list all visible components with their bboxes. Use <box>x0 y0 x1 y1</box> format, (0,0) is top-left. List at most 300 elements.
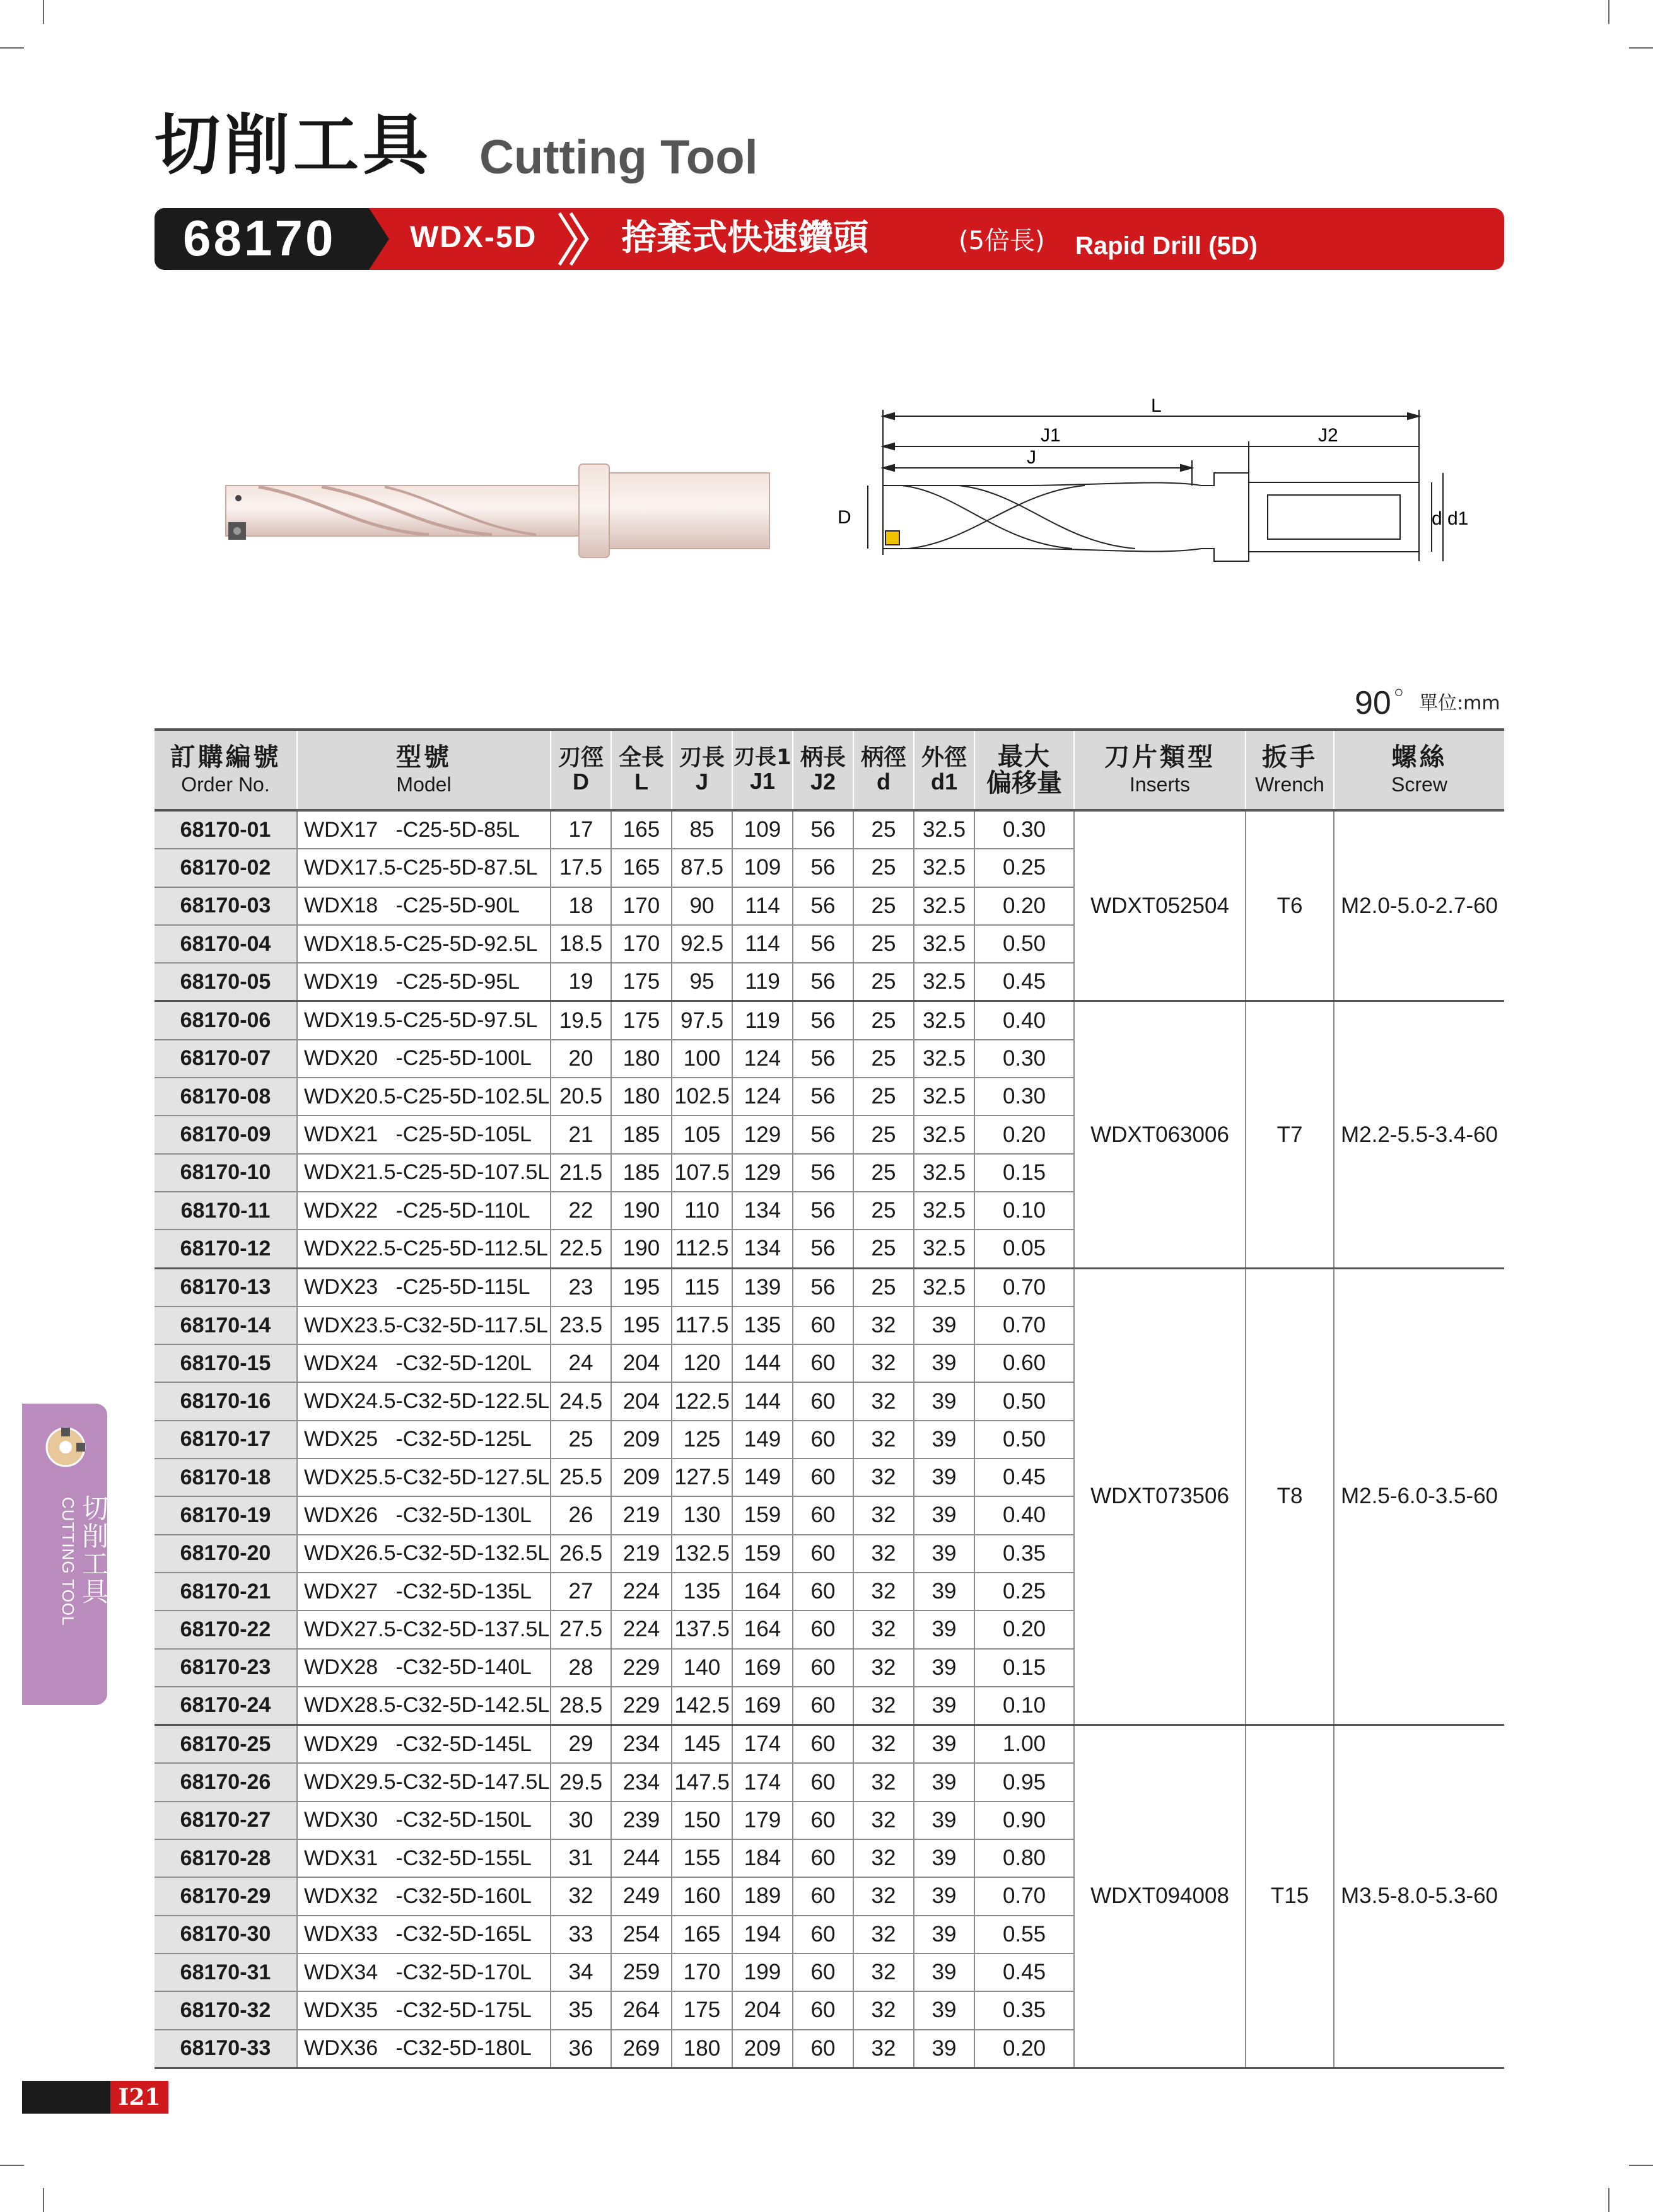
model-cell: WDX23.5-C32-5D-117.5L <box>297 1307 551 1344</box>
col-header-J1: 刃長1 J1 <box>732 730 793 810</box>
model-cell: WDX29 -C32-5D-145L <box>297 1725 551 1764</box>
spec-cell: 32 <box>853 1344 914 1382</box>
spec-cell: 39 <box>914 1382 974 1420</box>
spec-cell: 195 <box>611 1268 672 1307</box>
spec-cell: 97.5 <box>672 1001 732 1040</box>
col-header-L: 全長 L <box>611 730 672 810</box>
order-no-cell: 68170-23 <box>155 1649 297 1687</box>
spec-cell: 29.5 <box>551 1763 611 1801</box>
spec-cell: 32.5 <box>914 1230 974 1268</box>
drill-photo <box>221 454 776 568</box>
spec-cell: 18.5 <box>551 925 611 963</box>
spec-cell: 92.5 <box>672 925 732 963</box>
spec-cell: 24.5 <box>551 1382 611 1420</box>
col-header-order: 訂購編號 Order No. <box>155 730 297 810</box>
point-angle: 90 <box>1355 685 1391 721</box>
spec-cell: 180 <box>611 1078 672 1115</box>
spec-cell: 239 <box>611 1802 672 1839</box>
spec-cell: 32 <box>853 1991 914 2029</box>
spec-cell: 32 <box>853 1687 914 1725</box>
spec-cell: 0.15 <box>974 1154 1074 1192</box>
spec-cell: 249 <box>611 1877 672 1915</box>
spec-cell: 39 <box>914 1802 974 1839</box>
spec-cell: 0.50 <box>974 1421 1074 1458</box>
spec-cell: 25 <box>853 1154 914 1192</box>
spec-cell: 115 <box>672 1268 732 1307</box>
spec-cell: 0.50 <box>974 1382 1074 1420</box>
spec-cell: 56 <box>793 849 853 887</box>
model-cell: WDX26 -C32-5D-130L <box>297 1496 551 1534</box>
spec-cell: 224 <box>611 1573 672 1610</box>
spec-cell: 60 <box>793 1344 853 1382</box>
spec-cell: 174 <box>732 1763 793 1801</box>
spec-cell: 124 <box>732 1078 793 1115</box>
model-cell: WDX19.5-C25-5D-97.5L <box>297 1001 551 1040</box>
spec-cell: 0.15 <box>974 1649 1074 1687</box>
spec-cell: 32.5 <box>914 1040 974 1078</box>
spec-cell: 25 <box>551 1421 611 1458</box>
screw-cell: M2.2-5.5-3.4-60 <box>1334 1001 1504 1268</box>
spec-cell: 32.5 <box>914 1154 974 1192</box>
spec-cell: 39 <box>914 1573 974 1610</box>
dim-label-D: D <box>838 507 851 528</box>
spec-cell: 56 <box>793 1115 853 1153</box>
spec-cell: 0.20 <box>974 2030 1074 2068</box>
spec-cell: 0.25 <box>974 849 1074 887</box>
spec-cell: 21.5 <box>551 1154 611 1192</box>
spec-cell: 107.5 <box>672 1154 732 1192</box>
order-no-cell: 68170-22 <box>155 1610 297 1648</box>
order-no-cell: 68170-13 <box>155 1268 297 1307</box>
spec-cell: 32.5 <box>914 963 974 1001</box>
spec-cell: 114 <box>732 925 793 963</box>
spec-cell: 56 <box>793 1001 853 1040</box>
spec-cell: 60 <box>793 1839 853 1877</box>
spec-cell: 190 <box>611 1192 672 1230</box>
model-cell: WDX18.5-C25-5D-92.5L <box>297 925 551 963</box>
model-cell: WDX27 -C32-5D-135L <box>297 1573 551 1610</box>
spec-cell: 56 <box>793 925 853 963</box>
model-cell: WDX22.5-C25-5D-112.5L <box>297 1230 551 1268</box>
spec-cell: 32 <box>853 1496 914 1534</box>
order-no-cell: 68170-06 <box>155 1001 297 1040</box>
spec-cell: 170 <box>611 925 672 963</box>
spec-cell: 28.5 <box>551 1687 611 1725</box>
spec-cell: 0.70 <box>974 1877 1074 1915</box>
spec-cell: 56 <box>793 1230 853 1268</box>
col-header-max-offset: 最大 偏移量 <box>974 730 1074 810</box>
spec-cell: 130 <box>672 1496 732 1534</box>
model-cell: WDX28.5-C32-5D-142.5L <box>297 1687 551 1725</box>
spec-cell: 134 <box>732 1230 793 1268</box>
insert-cell: WDXT094008 <box>1074 1725 1246 2068</box>
spec-cell: 60 <box>793 1763 853 1801</box>
spec-cell: 60 <box>793 1687 853 1725</box>
spec-cell: 34 <box>551 1953 611 1991</box>
spec-cell: 25 <box>853 1268 914 1307</box>
cutter-icon <box>42 1424 89 1470</box>
spec-cell: 31 <box>551 1839 611 1877</box>
order-no-cell: 68170-17 <box>155 1421 297 1458</box>
order-no-cell: 68170-16 <box>155 1382 297 1420</box>
spec-cell: 60 <box>793 1649 853 1687</box>
spec-cell: 189 <box>732 1877 793 1915</box>
spec-cell: 195 <box>611 1307 672 1344</box>
spec-cell: 105 <box>672 1115 732 1153</box>
model-cell: WDX34 -C32-5D-170L <box>297 1953 551 1991</box>
spec-cell: 254 <box>611 1916 672 1953</box>
spec-cell: 144 <box>732 1382 793 1420</box>
order-no-cell: 68170-32 <box>155 1991 297 2029</box>
model-cell: WDX20.5-C25-5D-102.5L <box>297 1078 551 1115</box>
spec-cell: 0.10 <box>974 1192 1074 1230</box>
dim-label-J1: J1 <box>1041 425 1061 446</box>
product-name-zh-note: (5倍長) <box>959 226 1045 255</box>
spec-cell: 264 <box>611 1991 672 2029</box>
spec-cell: 23.5 <box>551 1307 611 1344</box>
spec-cell: 32 <box>853 1458 914 1496</box>
spec-cell: 137.5 <box>672 1610 732 1648</box>
spec-cell: 32 <box>853 1649 914 1687</box>
spec-cell: 110 <box>672 1192 732 1230</box>
spec-cell: 60 <box>793 1421 853 1458</box>
spec-cell: 39 <box>914 1953 974 1991</box>
spec-cell: 32.5 <box>914 1192 974 1230</box>
model-cell: WDX28 -C32-5D-140L <box>297 1649 551 1687</box>
spec-cell: 112.5 <box>672 1230 732 1268</box>
page-number: I21 <box>118 2084 161 2110</box>
spec-cell: 0.40 <box>974 1001 1074 1040</box>
spec-cell: 175 <box>611 963 672 1001</box>
spec-cell: 33 <box>551 1916 611 1953</box>
col-header-D: 刃徑 D <box>551 730 611 810</box>
screw-cell: M3.5-8.0-5.3-60 <box>1334 1725 1504 2068</box>
table-row <box>155 1725 1504 1764</box>
spec-cell: 32 <box>853 1916 914 1953</box>
spec-cell: 25 <box>853 1040 914 1078</box>
order-no-cell: 68170-10 <box>155 1154 297 1192</box>
spec-cell: 27.5 <box>551 1610 611 1648</box>
col-header-wrench: 扳手 Wrench <box>1246 730 1334 810</box>
spec-cell: 25 <box>853 963 914 1001</box>
order-no-cell: 68170-05 <box>155 963 297 1001</box>
model-cell: WDX19 -C25-5D-95L <box>297 963 551 1001</box>
spec-cell: 24 <box>551 1344 611 1382</box>
wrench-cell: T6 <box>1246 810 1334 1001</box>
spec-cell: 142.5 <box>672 1687 732 1725</box>
spec-cell: 39 <box>914 1916 974 1953</box>
order-no-cell: 68170-08 <box>155 1078 297 1115</box>
spec-cell: 25 <box>853 925 914 963</box>
spec-cell: 0.30 <box>974 1078 1074 1115</box>
product-name-zh: 捨棄式快速鑽頭 <box>621 218 868 259</box>
spec-cell: 209 <box>611 1458 672 1496</box>
spec-cell: 129 <box>732 1115 793 1153</box>
spec-cell: 0.35 <box>974 1991 1074 2029</box>
degree-mark: ○ <box>1394 682 1404 701</box>
spec-cell: 219 <box>611 1535 672 1573</box>
spec-cell: 165 <box>611 849 672 887</box>
spec-cell: 29 <box>551 1725 611 1764</box>
spec-cell: 119 <box>732 963 793 1001</box>
spec-cell: 32.5 <box>914 849 974 887</box>
spec-cell: 0.95 <box>974 1763 1074 1801</box>
spec-cell: 17 <box>551 810 611 849</box>
dim-label-d: d <box>1432 508 1442 529</box>
spec-cell: 21 <box>551 1115 611 1153</box>
spec-cell: 25 <box>853 1001 914 1040</box>
spec-cell: 184 <box>732 1839 793 1877</box>
spec-cell: 159 <box>732 1496 793 1534</box>
spec-cell: 135 <box>672 1573 732 1610</box>
spec-cell: 100 <box>672 1040 732 1078</box>
spec-cell: 150 <box>672 1802 732 1839</box>
spec-cell: 56 <box>793 1192 853 1230</box>
spec-cell: 39 <box>914 1687 974 1725</box>
spec-cell: 204 <box>611 1382 672 1420</box>
spec-cell: 32.5 <box>914 1078 974 1115</box>
spec-cell: 32.5 <box>914 1115 974 1153</box>
spec-cell: 179 <box>732 1802 793 1839</box>
spec-cell: 39 <box>914 1610 974 1648</box>
spec-cell: 22 <box>551 1192 611 1230</box>
order-no-cell: 68170-18 <box>155 1458 297 1496</box>
spec-cell: 229 <box>611 1687 672 1725</box>
model-cell: WDX18 -C25-5D-90L <box>297 887 551 925</box>
spec-cell: 30 <box>551 1802 611 1839</box>
product-model: WDX-5D <box>410 221 537 254</box>
spec-cell: 0.20 <box>974 1610 1074 1648</box>
dim-label-J: J <box>1027 447 1036 468</box>
spec-cell: 32.5 <box>914 925 974 963</box>
spec-cell: 0.25 <box>974 1573 1074 1610</box>
screw-cell: M2.0-5.0-2.7-60 <box>1334 810 1504 1001</box>
spec-cell: 20.5 <box>551 1078 611 1115</box>
spec-cell: 39 <box>914 2030 974 2068</box>
spec-cell: 120 <box>672 1344 732 1382</box>
spec-cell: 56 <box>793 1268 853 1307</box>
wrench-cell: T7 <box>1246 1001 1334 1268</box>
order-no-cell: 68170-09 <box>155 1115 297 1153</box>
spec-cell: 39 <box>914 1535 974 1573</box>
spec-cell: 0.70 <box>974 1307 1074 1344</box>
spec-cell: 39 <box>914 1496 974 1534</box>
spec-cell: 39 <box>914 1991 974 2029</box>
spec-cell: 60 <box>793 1573 853 1610</box>
spec-cell: 175 <box>611 1001 672 1040</box>
spec-cell: 117.5 <box>672 1307 732 1344</box>
spec-cell: 0.10 <box>974 1687 1074 1725</box>
order-no-cell: 68170-26 <box>155 1763 297 1801</box>
spec-cell: 127.5 <box>672 1458 732 1496</box>
spec-cell: 0.60 <box>974 1344 1074 1382</box>
spec-cell: 32 <box>853 1573 914 1610</box>
spec-cell: 165 <box>611 810 672 849</box>
spec-cell: 0.45 <box>974 963 1074 1001</box>
spec-cell: 134 <box>732 1192 793 1230</box>
spec-cell: 164 <box>732 1610 793 1648</box>
order-no-cell: 68170-28 <box>155 1839 297 1877</box>
spec-cell: 0.70 <box>974 1268 1074 1307</box>
order-no-cell: 68170-33 <box>155 2030 297 2068</box>
spec-cell: 229 <box>611 1649 672 1687</box>
spec-cell: 32.5 <box>914 810 974 849</box>
spec-cell: 32 <box>853 2030 914 2068</box>
spec-cell: 17.5 <box>551 849 611 887</box>
spec-cell: 26.5 <box>551 1535 611 1573</box>
spec-cell: 39 <box>914 1307 974 1344</box>
spec-cell: 0.30 <box>974 1040 1074 1078</box>
spec-cell: 18 <box>551 887 611 925</box>
model-cell: WDX29.5-C32-5D-147.5L <box>297 1763 551 1801</box>
table-row <box>155 810 1504 849</box>
spec-cell: 185 <box>611 1115 672 1153</box>
spec-cell: 139 <box>732 1268 793 1307</box>
spec-cell: 85 <box>672 810 732 849</box>
spec-cell: 36 <box>551 2030 611 2068</box>
spec-cell: 32.5 <box>914 887 974 925</box>
dim-label-L: L <box>1151 395 1162 416</box>
spec-cell: 25 <box>853 810 914 849</box>
insert-cell: WDXT052504 <box>1074 810 1246 1001</box>
spec-cell: 175 <box>672 1991 732 2029</box>
spec-cell: 129 <box>732 1154 793 1192</box>
model-cell: WDX25 -C32-5D-125L <box>297 1421 551 1458</box>
spec-cell: 60 <box>793 1991 853 2029</box>
model-cell: WDX17.5-C25-5D-87.5L <box>297 849 551 887</box>
page-title-zh: 切削工具 <box>155 107 433 183</box>
spec-cell: 60 <box>793 1802 853 1839</box>
spec-cell: 147.5 <box>672 1763 732 1801</box>
spec-cell: 109 <box>732 810 793 849</box>
spec-cell: 144 <box>732 1344 793 1382</box>
spec-cell: 19 <box>551 963 611 1001</box>
col-header-screw: 螺絲 Screw <box>1334 730 1504 810</box>
wrench-cell: T15 <box>1246 1725 1334 2068</box>
side-tab-label-en: CUTTING TOOL <box>59 1497 78 1626</box>
spec-cell: 145 <box>672 1725 732 1764</box>
spec-cell: 25 <box>853 1078 914 1115</box>
model-cell: WDX27.5-C32-5D-137.5L <box>297 1610 551 1648</box>
spec-cell: 60 <box>793 1307 853 1344</box>
spec-cell: 56 <box>793 887 853 925</box>
spec-cell: 159 <box>732 1535 793 1573</box>
spec-cell: 25 <box>853 1192 914 1230</box>
spec-cell: 165 <box>672 1916 732 1953</box>
spec-cell: 60 <box>793 1877 853 1915</box>
spec-cell: 32 <box>853 1421 914 1458</box>
order-no-cell: 68170-04 <box>155 925 297 963</box>
spec-cell: 32 <box>853 1535 914 1573</box>
screw-cell: M2.5-6.0-3.5-60 <box>1334 1268 1504 1725</box>
spec-cell: 0.20 <box>974 887 1074 925</box>
col-header-J2: 柄長 J2 <box>793 730 853 810</box>
spec-cell: 114 <box>732 887 793 925</box>
spec-cell: 87.5 <box>672 849 732 887</box>
spec-cell: 32 <box>853 1802 914 1839</box>
spec-cell: 0.40 <box>974 1496 1074 1534</box>
spec-cell: 0.30 <box>974 810 1074 849</box>
table-header-row <box>155 730 1504 810</box>
spec-cell: 39 <box>914 1763 974 1801</box>
spec-cell: 56 <box>793 1078 853 1115</box>
spec-cell: 60 <box>793 1725 853 1764</box>
model-cell: WDX36 -C32-5D-180L <box>297 2030 551 2068</box>
spec-cell: 269 <box>611 2030 672 2068</box>
col-header-inserts: 刀片類型 Inserts <box>1074 730 1246 810</box>
spec-cell: 28 <box>551 1649 611 1687</box>
spec-cell: 56 <box>793 1154 853 1192</box>
order-no-cell: 68170-07 <box>155 1040 297 1078</box>
spec-cell: 60 <box>793 2030 853 2068</box>
order-no-cell: 68170-30 <box>155 1916 297 1953</box>
spec-cell: 259 <box>611 1953 672 1991</box>
spec-cell: 32 <box>853 1839 914 1877</box>
spec-cell: 0.45 <box>974 1458 1074 1496</box>
model-cell: WDX25.5-C32-5D-127.5L <box>297 1458 551 1496</box>
col-header-model: 型號 Model <box>297 730 551 810</box>
page-number-bar <box>22 2081 110 2114</box>
spec-cell: 209 <box>732 2030 793 2068</box>
spec-cell: 224 <box>611 1610 672 1648</box>
model-cell: WDX35 -C32-5D-175L <box>297 1991 551 2029</box>
order-no-cell: 68170-14 <box>155 1307 297 1344</box>
model-cell: WDX21 -C25-5D-105L <box>297 1115 551 1153</box>
spec-cell: 0.45 <box>974 1953 1074 1991</box>
spec-cell: 90 <box>672 887 732 925</box>
spec-table <box>155 728 1504 2069</box>
spec-cell: 125 <box>672 1421 732 1458</box>
spec-cell: 25.5 <box>551 1458 611 1496</box>
spec-cell: 60 <box>793 1916 853 1953</box>
col-header-d: 柄徑 d <box>853 730 914 810</box>
spec-cell: 19.5 <box>551 1001 611 1040</box>
spec-cell: 22.5 <box>551 1230 611 1268</box>
spec-cell: 194 <box>732 1916 793 1953</box>
dim-label-d1: d1 <box>1447 508 1469 529</box>
spec-cell: 132.5 <box>672 1535 732 1573</box>
spec-cell: 124 <box>732 1040 793 1078</box>
model-cell: WDX22 -C25-5D-110L <box>297 1192 551 1230</box>
model-cell: WDX24 -C32-5D-120L <box>297 1344 551 1382</box>
side-tab-label-zh: 切削工具 <box>78 1494 109 1605</box>
spec-cell: 0.80 <box>974 1839 1074 1877</box>
spec-cell: 102.5 <box>672 1078 732 1115</box>
spec-cell: 180 <box>611 1040 672 1078</box>
spec-cell: 25 <box>853 849 914 887</box>
order-no-cell: 68170-02 <box>155 849 297 887</box>
spec-cell: 1.00 <box>974 1725 1074 1764</box>
product-code: 68170 <box>183 210 336 266</box>
spec-cell: 25 <box>853 1230 914 1268</box>
spec-cell: 170 <box>611 887 672 925</box>
spec-cell: 244 <box>611 1839 672 1877</box>
spec-cell: 190 <box>611 1230 672 1268</box>
spec-cell: 60 <box>793 1535 853 1573</box>
spec-cell: 169 <box>732 1649 793 1687</box>
spec-cell: 219 <box>611 1496 672 1534</box>
spec-cell: 164 <box>732 1573 793 1610</box>
spec-cell: 160 <box>672 1877 732 1915</box>
insert-cell: WDXT073506 <box>1074 1268 1246 1725</box>
spec-cell: 32 <box>551 1877 611 1915</box>
spec-cell: 60 <box>793 1610 853 1648</box>
model-cell: WDX33 -C32-5D-165L <box>297 1916 551 1953</box>
technical-drawing <box>832 391 1469 580</box>
spec-cell: 204 <box>732 1991 793 2029</box>
spec-cell: 185 <box>611 1154 672 1192</box>
spec-cell: 39 <box>914 1344 974 1382</box>
